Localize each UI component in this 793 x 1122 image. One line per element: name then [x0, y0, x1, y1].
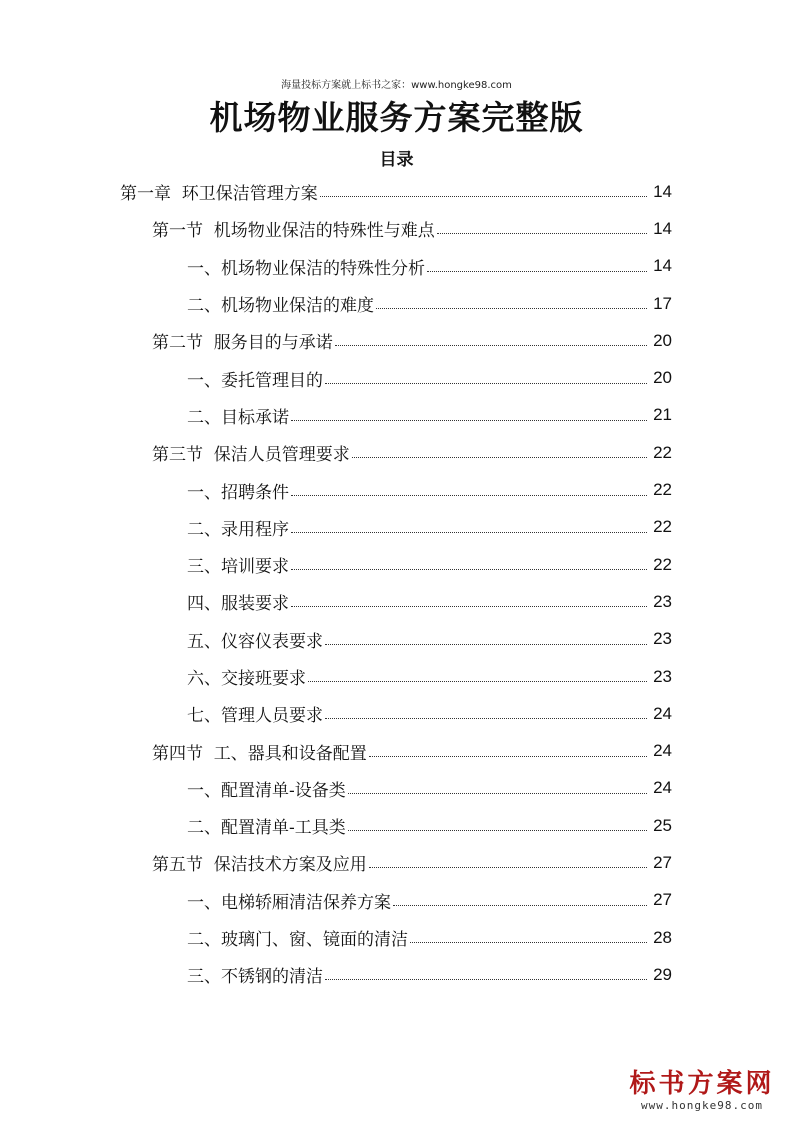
toc-entry-label: 六、交接班要求	[187, 664, 308, 689]
toc-entry[interactable]	[0, 173, 793, 210]
toc-entry-label: 第三节 保洁人员管理要求	[152, 440, 352, 465]
toc-entry[interactable]	[0, 919, 793, 956]
toc-leader-dots	[291, 420, 647, 421]
toc-entry[interactable]	[0, 583, 793, 620]
toc-leader-dots	[437, 233, 647, 234]
watermark-brand: 标书方案网	[629, 1069, 775, 1099]
toc-entry-page: 23	[653, 591, 672, 611]
toc-entry[interactable]	[0, 732, 793, 769]
toc-entry-label: 四、服装要求	[187, 589, 291, 614]
toc-entry-page: 22	[653, 442, 672, 462]
top-note: 海量投标方案就上标书之家：www.hongke98.com	[281, 80, 512, 91]
toc-entry-page: 23	[653, 629, 672, 649]
toc-entry-label: 二、目标承诺	[187, 403, 291, 428]
toc-leader-dots	[393, 905, 647, 906]
toc-entry-label: 二、玻璃门、窗、镜面的清洁	[187, 925, 410, 950]
toc-entry-page: 29	[653, 964, 672, 984]
toc-leader-dots	[335, 345, 647, 346]
toc-entry[interactable]	[0, 844, 793, 881]
toc-leader-dots	[320, 196, 647, 197]
toc-entry-label: 一、配置清单-设备类	[187, 776, 348, 801]
toc-leader-dots	[325, 383, 647, 384]
toc-leader-dots	[325, 718, 647, 719]
toc-entry-page: 24	[653, 703, 672, 723]
toc-entry[interactable]	[0, 509, 793, 546]
toc-leader-dots	[376, 308, 647, 309]
toc-entry[interactable]	[0, 956, 793, 993]
toc-entry-page: 23	[653, 666, 672, 686]
toc-entry[interactable]	[0, 621, 793, 658]
toc-entry[interactable]	[0, 359, 793, 396]
toc-leader-dots	[410, 942, 647, 943]
toc-entry[interactable]	[0, 658, 793, 695]
toc-entry-label: 第四节 工、器具和设备配置	[152, 739, 369, 764]
toc-entry-page: 22	[653, 517, 672, 537]
toc-entry-label: 第一章 环卫保洁管理方案	[120, 179, 320, 204]
toc-leader-dots	[308, 681, 647, 682]
toc-leader-dots	[291, 569, 647, 570]
toc-entry-page: 14	[653, 256, 672, 276]
toc-entry[interactable]	[0, 397, 793, 434]
toc-entry-label: 第二节 服务目的与承诺	[152, 328, 335, 353]
toc-entry[interactable]	[0, 471, 793, 508]
toc-entry-page: 14	[653, 218, 672, 238]
toc-entry-page: 22	[653, 480, 672, 500]
toc-entry-page: 27	[653, 852, 672, 872]
toc-entry[interactable]	[0, 322, 793, 359]
toc-leader-dots	[348, 830, 647, 831]
toc-leader-dots	[291, 495, 647, 496]
toc-leader-dots	[325, 979, 647, 980]
toc-leader-dots	[348, 793, 647, 794]
toc-leader-dots	[369, 867, 647, 868]
toc-entry-page: 27	[653, 890, 672, 910]
toc-entry-page: 25	[653, 815, 672, 835]
toc-leader-dots	[291, 532, 647, 533]
toc-entry-page: 20	[653, 368, 672, 388]
toc-entry-page: 28	[653, 927, 672, 947]
toc-entry-label: 二、配置清单-工具类	[187, 813, 348, 838]
toc-entry[interactable]	[0, 770, 793, 807]
toc-leader-dots	[427, 271, 647, 272]
toc-entry-label: 三、不锈钢的清洁	[187, 962, 325, 987]
toc-leader-dots	[369, 756, 647, 757]
toc-entry-page: 22	[653, 554, 672, 574]
toc-entry-page: 24	[653, 778, 672, 798]
document-title: 机场物业服务方案完整版	[209, 98, 584, 137]
toc-entry[interactable]	[0, 248, 793, 285]
toc-entry[interactable]	[0, 695, 793, 732]
toc-entry-page: 14	[653, 181, 672, 201]
toc-entry-label: 第五节 保洁技术方案及应用	[152, 850, 369, 875]
toc-leader-dots	[325, 644, 647, 645]
toc-entry-page: 17	[653, 293, 672, 313]
toc-entry-label: 第一节 机场物业保洁的特殊性与难点	[152, 216, 437, 241]
toc-entry[interactable]	[0, 210, 793, 247]
toc-entry[interactable]	[0, 882, 793, 919]
toc-leader-dots	[352, 457, 647, 458]
toc-entry-page: 21	[653, 405, 672, 425]
toc-entry-page: 24	[653, 741, 672, 761]
toc-entry-label: 七、管理人员要求	[187, 701, 325, 726]
toc-entry-label: 三、培训要求	[187, 552, 291, 577]
toc-heading: 目录	[379, 150, 414, 170]
toc-entry[interactable]	[0, 546, 793, 583]
toc-entry-label: 一、电梯轿厢清洁保养方案	[187, 888, 393, 913]
watermark-url: www.hongke98.com	[641, 1099, 763, 1112]
toc-leader-dots	[291, 606, 647, 607]
toc-entry-label: 五、仪容仪表要求	[187, 627, 325, 652]
toc-entry[interactable]	[0, 285, 793, 322]
toc-entry[interactable]	[0, 807, 793, 844]
toc-entry-page: 20	[653, 330, 672, 350]
toc-entry-label: 一、招聘条件	[187, 478, 291, 503]
watermark-logo	[627, 1069, 777, 1112]
table-of-contents	[0, 173, 793, 994]
toc-entry-label: 二、录用程序	[187, 515, 291, 540]
toc-entry-label: 一、机场物业保洁的特殊性分析	[187, 254, 427, 279]
toc-entry[interactable]	[0, 434, 793, 471]
toc-entry-label: 二、机场物业保洁的难度	[187, 291, 376, 316]
toc-entry-label: 一、委托管理目的	[187, 366, 325, 391]
